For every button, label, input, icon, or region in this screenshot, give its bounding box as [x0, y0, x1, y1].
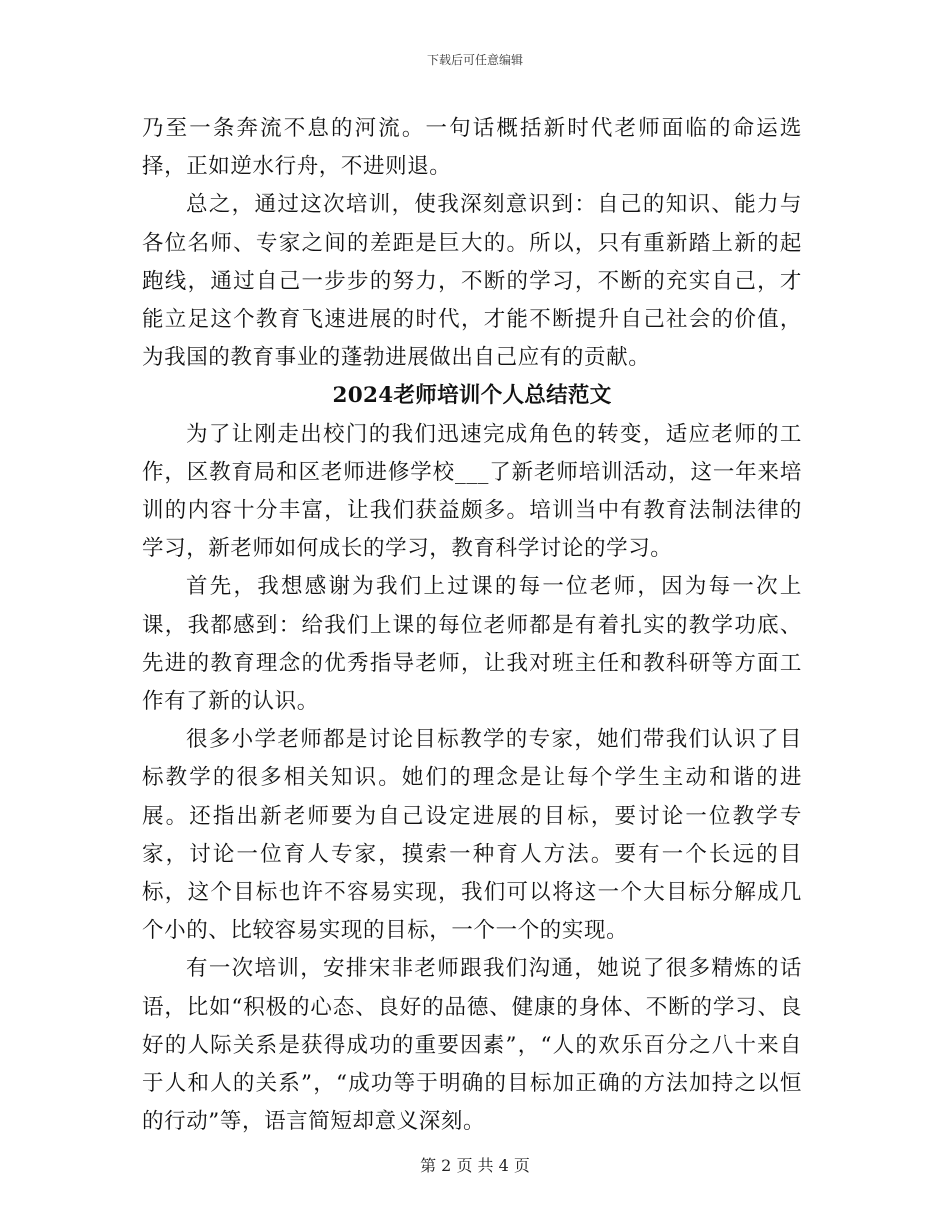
page-header: 下载后可任意编辑 [426, 53, 523, 67]
paragraph-continuation: 乃至一条奔流不息的河流。一句话概括新时代老师面临的命运选择，正如逆水行舟，不进则退。 [142, 116, 802, 180]
document-body [142, 110, 802, 1141]
paragraph-conclusion: 总之，通过这次培训，使我深刻意识到：自己的知识、能力与各位名师、专家之间的差距是巨大的。所以，只有重新踏上新的起跑线，通过自己一步步的努力，不断的学习，不断的充实自己，才能立足这个教育飞速进展的时代，才能不断提升自己社会的价值，为我国的教育事业的蓬勃进展做出自己应有的贡献。 [142, 192, 802, 371]
paragraph-communication: 有一次培训，安排宋非老师跟我们沟通，她说了很多精炼的话语，比如“积极的心态、良好的品德、健康的身体、不断的学习、良好的人际关系是获得成功的重要因素”，“人的欢乐百分之八十来自于人和人的关系”，“成功等于明确的目标加正确的方法加持之以恒的行动”等，语言简短却意义深刻。 [142, 956, 802, 1135]
page-number: 第 2 页 共 4 页 [420, 1156, 530, 1175]
paragraph-intro: 为了让刚走出校门的我们迅速完成角色的转变，适应老师的工作，区教育局和区老师进修学校___了新老师培训活动，这一年来培训的内容十分丰富，让我们获益颇多。培训当中有教育法制法律的学习，新老师如何成长的学习，教育科学讨论的学习。 [142, 421, 802, 562]
paragraph-goal-teaching: 很多小学老师都是讨论目标教学的专家，她们带我们认识了目标教学的很多相关知识。她们的理念是让每个学生主动和谐的进展。还指出新老师要为自己设定进展的目标，要讨论一位教学专家，讨论一位育人专家，摸索一种育人方法。要有一个长远的目标，这个目标也许不容易实现，我们可以将这一个大目标分解成几个小的、比较容易实现的目标，一个一个的实现。 [142, 727, 802, 944]
section-title: 2024老师培训个人总结范文 [332, 383, 612, 409]
paragraph-thanks: 首先，我想感谢为我们上过课的每一位老师，因为每一次上课，我都感到：给我们上课的每位老师都是有着扎实的教学功底、先进的教育理念的优秀指导老师，让我对班主任和教科研等方面工作有了新的认识。 [142, 574, 802, 715]
